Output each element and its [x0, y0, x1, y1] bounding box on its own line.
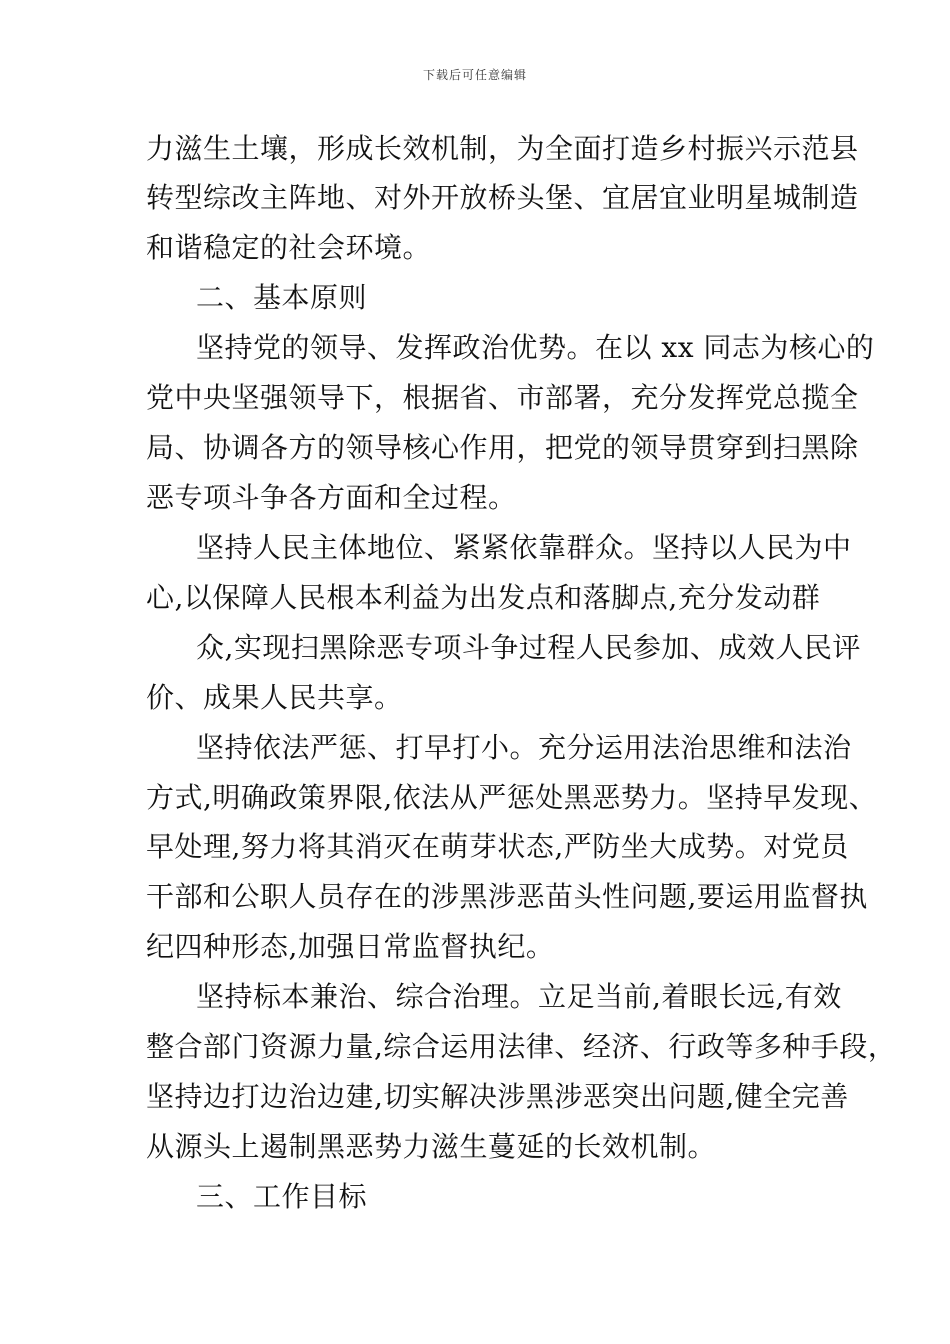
body-line: 坚持人民主体地位、紧紧依靠群众。坚持以人民为中: [196, 531, 852, 564]
body-line: 力滋生土壤，形成长效机制，为全面打造乡村振兴示范县: [146, 132, 859, 165]
body-line: 众,实现扫黑除恶专项斗争过程人民参加、成效人民评: [196, 631, 861, 664]
body-line: 恶专项斗争各方面和全过程。: [146, 481, 517, 514]
body-line: 坚持边打边治边建,切实解决涉黑涉恶突出问题,健全完善: [146, 1080, 849, 1113]
body-line: 坚持党的领导、发挥政治优势。在以 xx 同志为核心的: [196, 331, 875, 364]
body-line: 坚持依法严惩、打早打小。充分运用法治思维和法治: [196, 731, 852, 764]
body-line: 整合部门资源力量,综合运用法律、经济、行政等多种手段，: [146, 1030, 897, 1063]
body-line: 从源头上遏制黑恶势力滋生蔓延的长效机制。: [146, 1130, 717, 1163]
body-line: 党中央坚强领导下，根据省、市部署，充分发挥党总揽全: [146, 381, 859, 414]
body-line: 纪四种形态,加强日常监督执纪。: [146, 930, 555, 963]
body-line: 局、协调各方的领导核心作用，把党的领导贯穿到扫黑除: [146, 431, 859, 464]
section-heading: 三、工作目标: [196, 1180, 368, 1213]
body-line: 干部和公职人员存在的涉黑涉恶苗头性问题,要运用监督执: [146, 880, 868, 913]
body-line: 坚持标本兼治、综合治理。立足当前,着眼长远,有效: [196, 980, 842, 1013]
body-line: 和谐稳定的社会环境。: [146, 231, 432, 264]
body-line: 转型综改主阵地、对外开放桥头堡、宜居宜业明星城制造: [146, 181, 859, 214]
section-heading: 二、基本原则: [196, 281, 368, 314]
page-header: 下载后可任意编辑: [422, 68, 527, 82]
body-line: 早处理,努力将其消灭在萌芽状态,严防坐大成势。对党员: [146, 830, 849, 863]
body-line: 价、成果人民共享。: [146, 681, 403, 714]
body-line: 心,以保障人民根本利益为出发点和落脚点,充分发动群: [146, 581, 821, 614]
body-line: 方式,明确政策界限,依法从严惩处黑恶势力。坚持早发现、: [146, 781, 878, 814]
